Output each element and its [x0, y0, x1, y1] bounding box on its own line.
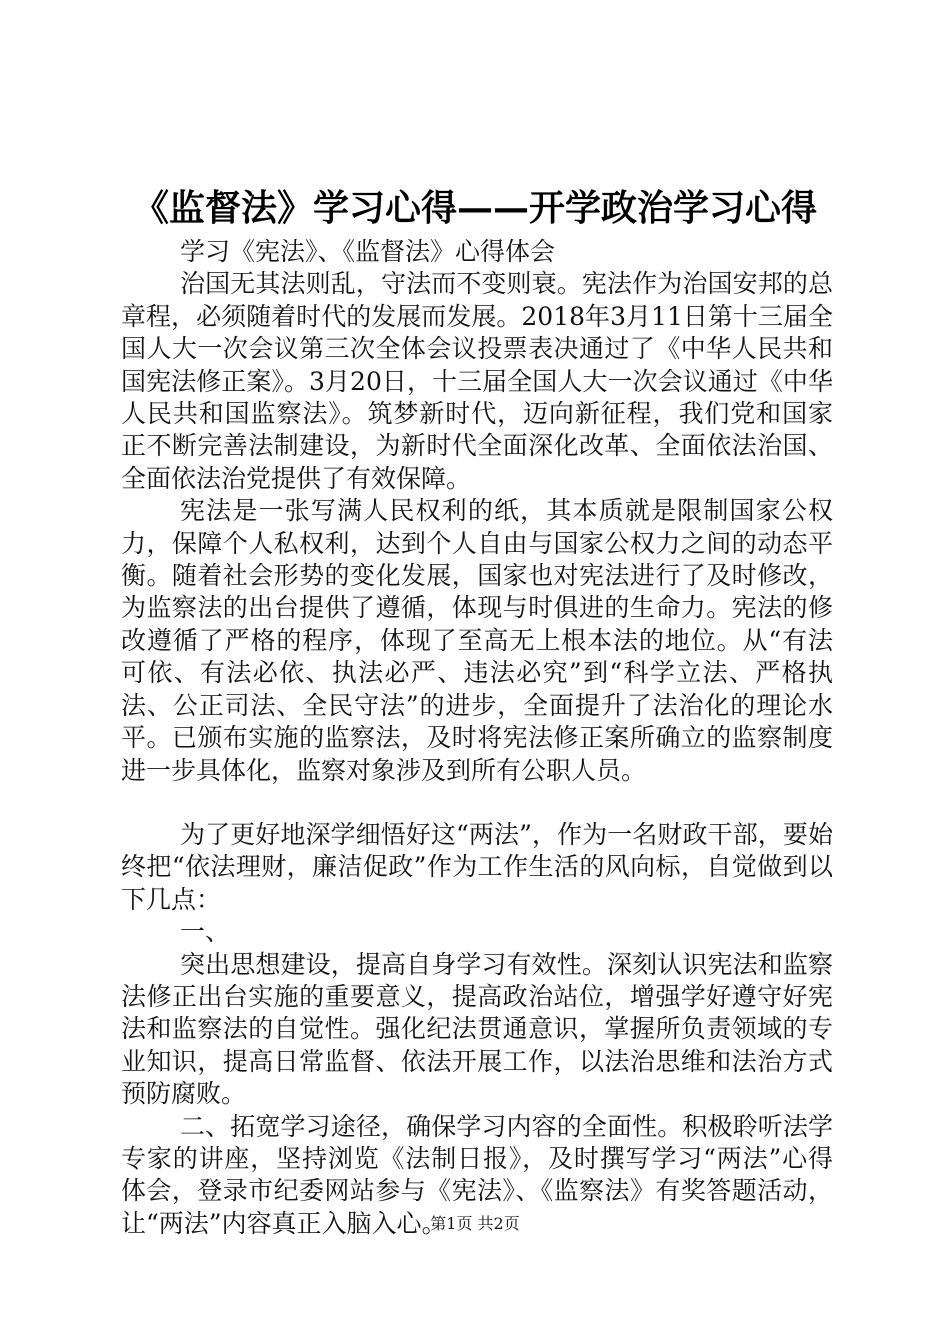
body-paragraph-constitution: 宪法是一张写满人民权利的纸，其本质就是限制国家公权力，保障个人私权利，达到个人自由与国家公权力之间的动态平衡。随着社会形势的变化发展，国家也对宪法进行了及时修改，为监察法的出台提供了遵循，体现与时俱进的生命力。宪法的修改遵循了严格的程序，体现了至高无上根本法的地位。从“有法可依、有法必依、执法必严、违法必究”到“科学立法、严格执法、公正司法、全民守法”的进步，全面提升了法治化的理论水平。已颁布实施的监察法，及时将宪法修正案所确立的监察制度进一步具体化，监察对象涉及到所有公职人员。 — [121, 496, 833, 785]
page-footer: 第1页 共2页 — [430, 1214, 520, 1233]
document-title: 《监督法》学习心得——开学政治学习心得 — [132, 187, 817, 229]
body-paragraph-purpose: 为了更好地深学细悟好这“两法”，作为一名财政干部，要始终把“依法理财，廉洁促政”作为工作生活的风向标，自觉做到以下几点： — [121, 819, 833, 914]
body-paragraph-point-two: 二、拓宽学习途径，确保学习内容的全面性。积极聆听法学专家的讲座，坚持浏览《法制日报》，及时撰写学习“两法”心得体会，登录市纪委网站参与《宪法》、《监察法》有奖答题活动，让“两法”内容真正入脑入心。 — [121, 1111, 833, 1238]
list-marker-one: 一、 — [180, 917, 231, 947]
document-body — [121, 236, 833, 1240]
body-paragraph-point-one: 突出思想建设，提高自身学习有效性。深刻认识宪法和监察法修正出台实施的重要意义，提高政治站位，增强学好遵守好宪法和监察法的自觉性。强化纪法贯通意识，掌握所负责领域的专业知识，提高日常监督、依法开展工作，以法治思维和法治方式预防腐败。 — [121, 949, 833, 1109]
subtitle-paragraph: 学习《宪法》、《监督法》心得体会 — [180, 237, 556, 266]
body-paragraph-intro: 治国无其法则乱，守法而不变则衰。宪法作为治国安邦的总章程，必须随着时代的发展而发展。2018年3月11日第十三届全国人大一次会议第三次全体会议投票表决通过了《中华人民共和国宪法修正案》。3月20日，十三届全国人大一次会议通过《中华人民共和国监察法》。筑梦新时代，迈向新征程，我们党和国家正不断完善法制建设，为新时代全面深化改革、全面依法治国、全面依法治党提供了有效保障。 — [121, 269, 833, 493]
